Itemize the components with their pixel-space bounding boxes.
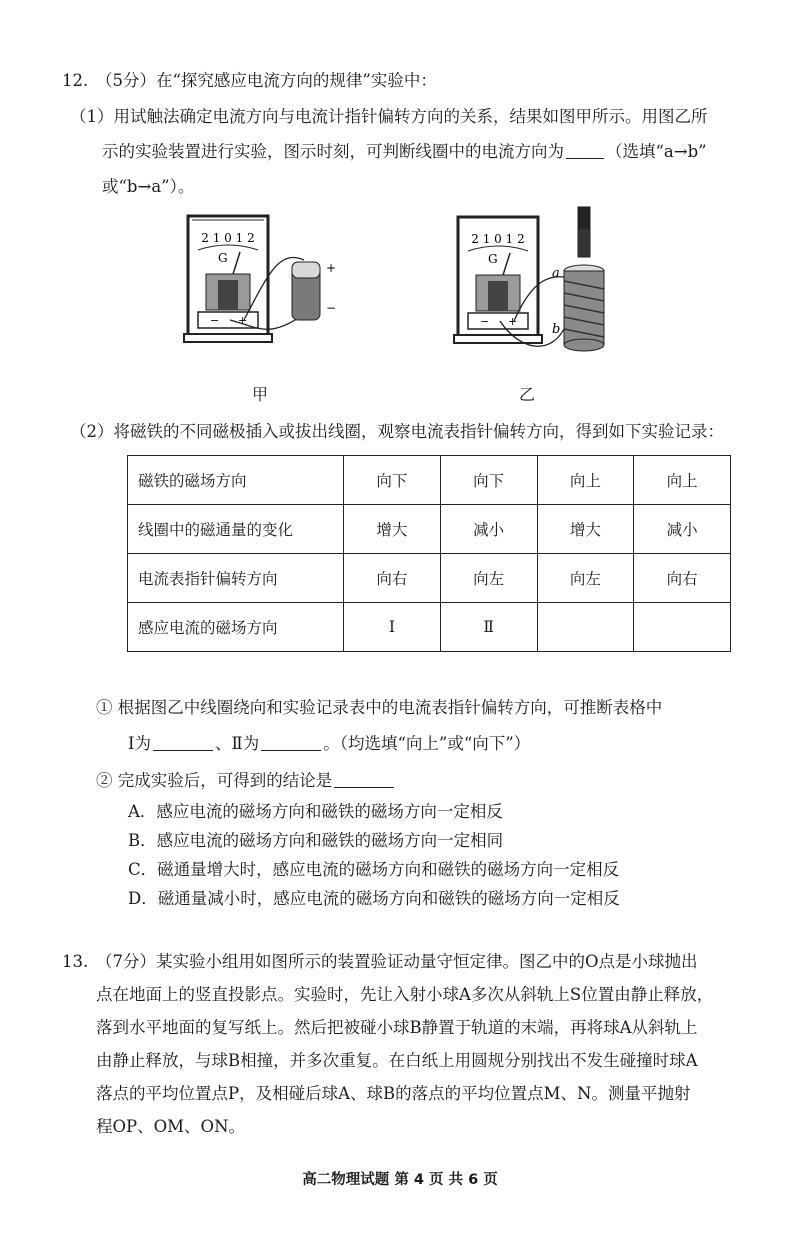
label-I: Ⅰ为 xyxy=(128,734,152,753)
meter-scale: 2 1 0 1 2 xyxy=(201,231,255,245)
sub2-text: ② 完成实验后，可得到的结论是 xyxy=(96,771,333,790)
answer-blank-current-direction[interactable] xyxy=(566,142,604,159)
battery-minus: − xyxy=(326,301,337,315)
figure-yi-caption: 乙 xyxy=(519,385,536,404)
table-cell: 磁铁的磁场方向 xyxy=(128,456,344,505)
figure-jia-caption: 甲 xyxy=(252,385,269,404)
table-cell: 减小 xyxy=(634,505,731,554)
meter-terminal-panel xyxy=(468,313,528,329)
q13-line3: 落到水平地面的复写纸上。然后把被碰小球B静置于轨道的末端，再将球A从斜轨上 xyxy=(96,1018,698,1037)
table-cell: 线圈中的磁通量的变化 xyxy=(128,505,344,554)
option-d[interactable]: D．磁通量减小时，感应电流的磁场方向和磁铁的磁场方向一定相反 xyxy=(128,889,620,908)
table-cell: 向上 xyxy=(537,456,634,505)
page-footer: 高二物理试题 第 4 页 共 6 页 xyxy=(302,1172,498,1188)
table-cell: 电流表指针偏转方向 xyxy=(128,554,344,603)
q12-part1-line1: （1）用试触法确定电流方向与电流计指针偏转方向的关系，结果如图甲所示。用图乙所 xyxy=(70,107,708,126)
table-cell: 向右 xyxy=(634,554,731,603)
q12-part1-line2-tail: （选填“a→b” xyxy=(606,142,707,161)
option-b[interactable]: B．感应电流的磁场方向和磁铁的磁场方向一定相同 xyxy=(128,831,504,850)
battery-plus: + xyxy=(326,261,337,275)
q13-line2: 点在地面上的竖直投影点。实验时，先让入射小球A多次从斜轨上S位置由静止释放， xyxy=(96,985,714,1004)
table-cell: 向左 xyxy=(440,554,537,603)
table-cell: 减小 xyxy=(440,505,537,554)
figure-yi-galvanometer-coil xyxy=(450,205,620,355)
table-cell: 向左 xyxy=(537,554,634,603)
table-row xyxy=(128,456,731,505)
figure-jia-galvanometer-battery xyxy=(180,210,340,350)
option-a[interactable]: A．感应电流的磁场方向和磁铁的磁场方向一定相反 xyxy=(128,802,503,821)
table-cell: 向下 xyxy=(344,456,441,505)
q12-sub1-line1: ① 根据图乙中线圈绕向和实验记录表中的电流表指针偏转方向，可推断表格中 xyxy=(96,698,663,717)
answer-blank-conclusion[interactable] xyxy=(334,771,394,788)
table-cell xyxy=(634,603,731,652)
table-cell xyxy=(537,603,634,652)
q13-line4: 由静止释放，与球B相撞，并多次重复。在白纸上用圆规分别找出不发生碰撞时球A xyxy=(96,1051,698,1070)
terminal-minus: − xyxy=(210,314,220,327)
table-cell: 感应电流的磁场方向 xyxy=(128,603,344,652)
table-cell: Ⅱ xyxy=(440,603,537,652)
meter-letter: G xyxy=(218,251,228,265)
answer-blank-I[interactable] xyxy=(153,734,213,751)
table-row xyxy=(128,603,731,652)
q13-line6: 程OP、OM、ON。 xyxy=(96,1117,246,1136)
table-cell: 向下 xyxy=(440,456,537,505)
sub1-tail: 。（均选填“向上”或“向下”） xyxy=(323,734,531,753)
coil-label-a: a xyxy=(552,266,560,281)
table-cell: 向右 xyxy=(344,554,441,603)
table-cell: 向上 xyxy=(634,456,731,505)
table-cell: Ⅰ xyxy=(344,603,441,652)
meter-base xyxy=(184,334,272,342)
label-II: 、Ⅱ为 xyxy=(215,734,260,753)
meter-base xyxy=(454,335,542,343)
q12-title: （5分）在“探究感应电流方向的规律”实验中： xyxy=(96,71,437,90)
q12-number: 12. xyxy=(62,71,89,90)
terminal-plus: + xyxy=(508,315,518,328)
answer-blank-II[interactable] xyxy=(261,734,321,751)
q13-line5: 落点的平均位置点P，及相碰后球A、球B的落点的平均位置点M、N。测量平抛射 xyxy=(96,1084,691,1103)
meter-letter: G xyxy=(488,252,498,266)
q12-part1-line2-text: 示的实验装置进行实验，图示时刻，可判断线圈中的电流方向为 xyxy=(102,142,564,161)
coil-label-b: b xyxy=(552,322,561,337)
table-cell: 增大 xyxy=(344,505,441,554)
q13-number: 13. xyxy=(62,952,89,971)
q12-part2-line: （2）将磁铁的不同磁极插入或拔出线圈，观察电流表指针偏转方向，得到如下实验记录： xyxy=(70,422,724,441)
q13-line1: （7分）某实验小组用如图所示的装置验证动量守恒定律。图乙中的O点是小球抛出 xyxy=(96,952,698,971)
meter-scale: 2 1 0 1 2 xyxy=(471,232,525,246)
q12-sub1-line2 xyxy=(128,733,530,755)
terminal-plus: + xyxy=(238,314,248,327)
q12-sub2 xyxy=(96,770,396,792)
table-row xyxy=(128,554,731,603)
q12-part1-line3: 或“b→a”）。 xyxy=(102,177,195,196)
option-c[interactable]: C．磁通量增大时，感应电流的磁场方向和磁铁的磁场方向一定相反 xyxy=(128,860,620,879)
table-cell: 增大 xyxy=(537,505,634,554)
table-row xyxy=(128,505,731,554)
terminal-minus: − xyxy=(480,315,490,328)
q12-part1-line2 xyxy=(102,141,707,163)
experiment-record-table xyxy=(127,455,731,652)
